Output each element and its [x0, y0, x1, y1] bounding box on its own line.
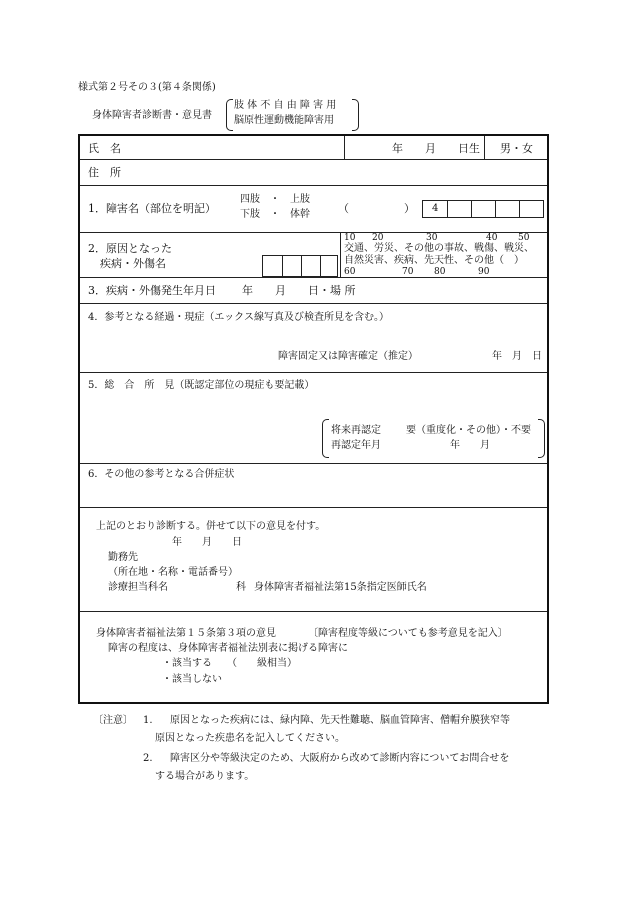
degree-text: 障害の程度は、身体障害者福祉法別表に掲げる障害に [108, 643, 348, 654]
cause-number: 80 [434, 267, 446, 277]
form-number: 様式第２号その３(第４条関係) [78, 82, 216, 93]
opinion-bracket-note: 〔障害程度等級についても参考意見を記入〕 [308, 628, 508, 639]
findings-label: 5．総 合 所 見（既認定部位の現症も要記載） [88, 380, 315, 391]
disability-code-boxes[interactable] [422, 200, 544, 218]
code-cell-divider [447, 201, 448, 217]
code-cell-divider [282, 256, 283, 276]
divider [344, 136, 345, 159]
cause-number: 20 [372, 233, 384, 243]
other-symptoms-label: 6．その他の参考となる合併症状 [88, 469, 235, 480]
opinion-title: 身体障害者福祉法第１５条第３項の意見 [96, 628, 276, 639]
reeval-value[interactable]: 要（重度化・その他）・不要 [406, 425, 531, 436]
cause-label-line-1: 2．原因となった [88, 242, 172, 255]
reeval-label: 将来再認定 [331, 425, 381, 436]
code-cell-divider [301, 256, 302, 276]
cause-number: 50 [518, 233, 530, 243]
divider [484, 136, 485, 159]
diagnosis-date: 年 月 日 [172, 537, 242, 548]
disability-name-label: 1．障害名（部位を明記） [88, 202, 216, 215]
divider [80, 277, 547, 278]
divider [80, 611, 547, 612]
cause-number: 40 [486, 233, 498, 243]
cause-number: 30 [426, 233, 438, 243]
reeval-bracket-left [322, 419, 329, 458]
notes-label: 〔注意〕 [93, 715, 133, 726]
not-applies-option[interactable]: ・該当しない [162, 674, 222, 685]
applies-option[interactable]: ・該当する （ 級相当） [162, 658, 297, 669]
divider [340, 232, 341, 277]
note-2-line-1: 障害区分や等級決定のため、大阪府から改めて診断内容についてお問合せを [170, 753, 510, 764]
code-cell-divider [471, 201, 472, 217]
divider [80, 507, 547, 508]
type-line-1: 肢 体 不 自 由 障 害 用 [234, 100, 337, 111]
course-label: 4．参考となる経過・現症（エックス線写真及び検査所見を含む。） [88, 312, 390, 323]
address-label: 住 所 [88, 166, 121, 179]
disability-option-upper[interactable]: 四肢 ・ 上肢 [240, 194, 310, 205]
cause-number: 90 [478, 267, 490, 277]
disability-option-lower[interactable]: 下肢 ・ 体幹 [240, 209, 310, 220]
divider [80, 372, 547, 373]
note-2-number: 2. [143, 753, 153, 764]
disability-paren-field[interactable]: （ ） [338, 202, 415, 215]
workplace-note: （所在地・名称・電話番号） [108, 567, 238, 578]
cause-number: 60 [344, 267, 356, 277]
cause-options-line-2[interactable]: 自然災害、疾病、先天性、その他（ ） [344, 255, 524, 266]
divider [80, 159, 547, 160]
note-2-line-2: する場合があります。 [155, 771, 255, 782]
type-line-2: 脳原性運動機能障害用 [234, 115, 334, 126]
fixed-label: 障害固定又は障害確定（推定） [278, 351, 418, 362]
department-suffix: 科 [236, 582, 246, 593]
code-cell-divider [320, 256, 321, 276]
reeval-bracket-right [538, 419, 545, 458]
cause-label-line-2: 疾病・外傷名 [100, 257, 166, 270]
cause-code-boxes[interactable] [262, 255, 338, 277]
diagnosis-form [78, 134, 549, 704]
name-label: 氏 名 [88, 142, 121, 155]
sex-field[interactable]: 男・女 [500, 142, 533, 155]
divider [80, 232, 547, 233]
birth-date-label: 年 月 日生 [392, 142, 480, 155]
cause-number: 70 [402, 267, 414, 277]
doctor-label: 身体障害者福祉法第15条指定医師氏名 [254, 582, 427, 593]
type-bracket-right [352, 99, 359, 131]
onset-date-place: 年 月 日・場 所 [242, 284, 356, 297]
note-1-line-2: 原因となった疾患名を記入してください。 [155, 733, 345, 744]
type-bracket-left [226, 99, 233, 131]
department-label: 診療担当科名 [108, 582, 168, 593]
workplace-label: 勤務先 [108, 552, 138, 563]
onset-label: 3．疾病・外傷発生年月日 [88, 284, 216, 297]
code-cell-divider [519, 201, 520, 217]
code-cell-divider [495, 201, 496, 217]
reeval-date: 年 月 [450, 440, 490, 451]
cause-number: 10 [344, 233, 356, 243]
reeval-date-label: 再認定年月 [331, 440, 381, 451]
note-1-line-1: 原因となった疾病には、緑内障、先天性難聴、脳血管障害、僧帽弁膜狭窄等 [170, 715, 510, 726]
divider [80, 303, 547, 304]
divider [80, 463, 547, 464]
disability-code-first: 4 [432, 203, 439, 214]
document-title: 身体障害者診断書・意見書 [92, 110, 212, 121]
fixed-date: 年 月 日 [492, 351, 542, 362]
cause-options-line-1[interactable]: 交通、労災、その他の事故、戦傷、戦災、 [344, 243, 534, 254]
diagnosis-statement: 上記のとおり診断する。併せて以下の意見を付す。 [96, 521, 326, 532]
divider [80, 185, 547, 186]
note-1-number: 1. [143, 715, 153, 726]
